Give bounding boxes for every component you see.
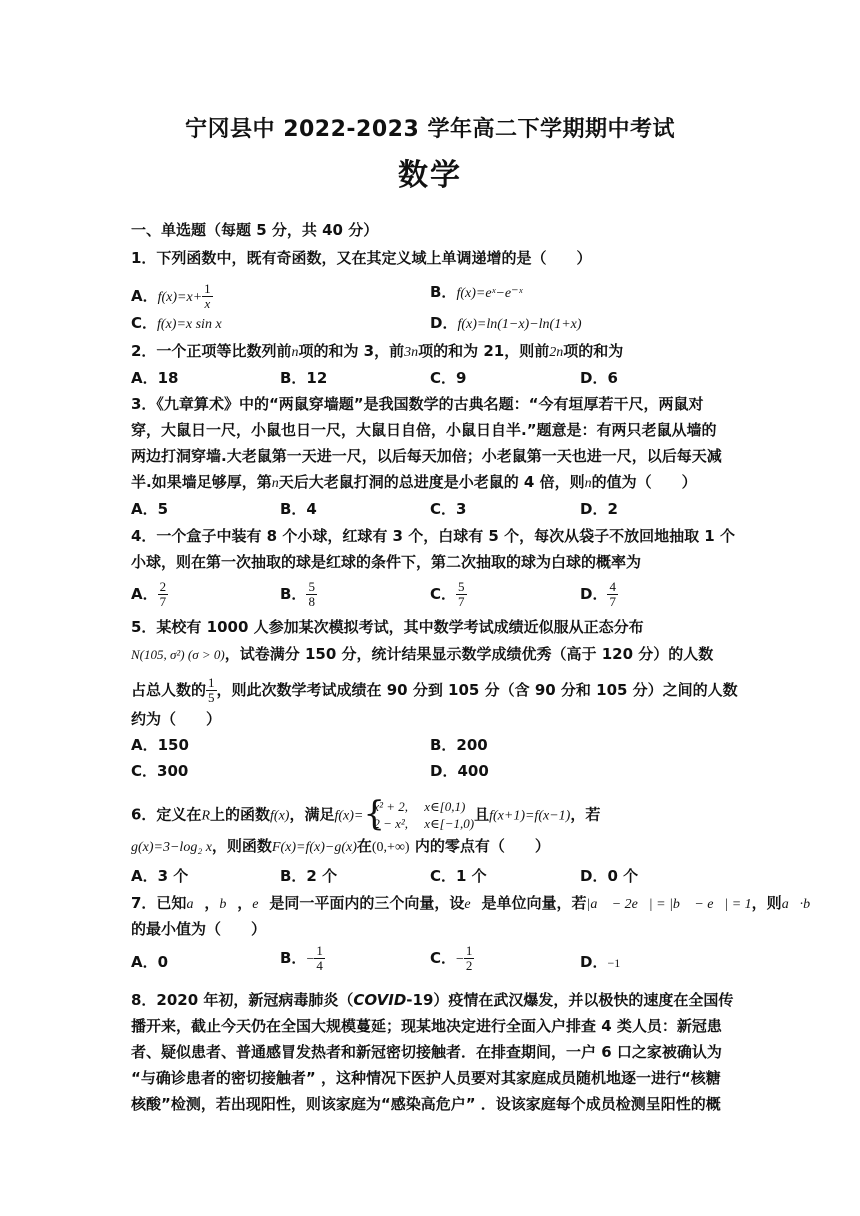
q3-line-4 xyxy=(131,472,697,494)
piecewise-case-2: 2 − x², x∈[−1,0) xyxy=(373,816,475,831)
q7-text: 是单位向量，若 xyxy=(481,894,587,912)
frac-den: 2 xyxy=(465,958,473,973)
q5-line-1: 5．某校有 1000 人参加某次模拟考试，其中数学考试成绩近似服从正态分布 xyxy=(131,618,644,636)
exam-title: 宁冈县中 2022-2023 学年高二下学期期中考试 xyxy=(185,117,675,142)
q1-option-c-expr: f(x)=x sin x xyxy=(157,317,222,332)
q1-option-a-fraction xyxy=(202,282,213,311)
q3-text: 的值为（ ） xyxy=(591,473,697,491)
q7-text: ， xyxy=(204,894,220,912)
frac-num: 5 xyxy=(458,579,465,594)
q1-option-c xyxy=(131,313,222,335)
math-Fx: F(x)=f(x)−g(x) xyxy=(271,840,357,855)
option-value: −1 xyxy=(607,956,621,970)
q5-option-b: B．200 xyxy=(430,736,488,754)
math-n: n xyxy=(271,476,279,491)
q2-stem-part: 2．一个正项等比数列前 xyxy=(131,342,292,360)
frac-den: 7 xyxy=(609,594,616,609)
q4-option-d xyxy=(580,580,618,609)
frac-num: 1 xyxy=(204,281,211,296)
option-label: B． xyxy=(280,949,307,967)
piecewise-brace-icon: { xyxy=(363,794,385,834)
covid-term: COVID xyxy=(353,991,407,1009)
vector-condition: |a⃗ − 2e⃗| = |b⃗ − e⃗| = 1 xyxy=(586,897,752,912)
q5-line-2 xyxy=(131,644,713,665)
frac-num: 2 xyxy=(159,579,167,594)
q6-text: 且 xyxy=(474,805,490,824)
q6-text: 上的函数 xyxy=(210,805,271,824)
q6-line-1 xyxy=(131,794,601,834)
q7-text: 是同一平面内的三个向量，设 xyxy=(269,894,465,912)
frac-den: 4 xyxy=(316,958,323,973)
q4-line-2: 小球，则在第一次抽取的球是红球的条件下，第二次抽取的球为白球的概率为 xyxy=(131,553,642,571)
q3-line-2: 穿，大鼠日一尺，小鼠也日一尺，大鼠日自倍，小鼠日自半.”题意是：有两只老鼠从墙的 xyxy=(131,421,717,439)
q1-option-a-label: A． xyxy=(131,287,158,305)
math-relation: f(x+1)=f(x−1) xyxy=(489,808,571,824)
q5-option-a: A．150 xyxy=(131,736,189,754)
fraction xyxy=(464,944,475,973)
q8-line-5: 核酸”检测，若出现阳性，则该家庭为“感染高危户” ．设该家庭每个成员检测呈阳性的概 xyxy=(131,1095,721,1113)
q6-option-a: A．3 个 xyxy=(131,867,189,885)
q5-option-c: C．300 xyxy=(131,762,189,780)
q6-option-c: C．1 个 xyxy=(430,867,487,885)
q1-option-d xyxy=(430,313,582,335)
frac-den: 7 xyxy=(159,594,167,609)
math-3n: 3n xyxy=(404,345,419,360)
q5-option-d: D．400 xyxy=(430,762,489,780)
q3-option-a: A．5 xyxy=(131,500,169,518)
frac-num: 1 xyxy=(316,943,323,958)
math-R: R xyxy=(201,808,210,824)
q7-option-b xyxy=(280,944,325,973)
frac-num: 1 xyxy=(208,675,215,690)
dot-product: a⃗·b⃗ xyxy=(781,897,821,912)
q6-text: 在 xyxy=(356,837,372,855)
q6-text: ，则函数 xyxy=(211,837,272,855)
frac-num: 1 xyxy=(465,943,473,958)
q5-text: ，试卷满分 150 分，统计结果显示数学成绩优秀（高于 120 分）的人数 xyxy=(224,645,714,663)
option-label: D． xyxy=(580,585,608,603)
subject-title: 数学 xyxy=(398,158,462,193)
q8-line-1 xyxy=(131,990,733,1010)
q5-line-3 xyxy=(131,676,738,705)
q2-option-d: D．6 xyxy=(580,369,618,387)
q1-option-d-label: D． xyxy=(430,314,458,332)
q6-option-b: B．2 个 xyxy=(280,867,338,885)
vector-e: e⃗ xyxy=(464,897,482,912)
option-label: D． xyxy=(580,953,608,971)
vector-e: e⃗ xyxy=(252,897,270,912)
normal-distribution-expr: N(105, σ²) (σ > 0) xyxy=(131,647,225,662)
math-n: n xyxy=(291,345,299,360)
q6-text: 6．定义在 xyxy=(131,805,202,824)
option-label: C． xyxy=(430,585,457,603)
q8-line-3: 者、疑似患者、普通感冒发热者和新冠密切接触者．在排查期间，一户 6 口之家被确认为 xyxy=(131,1043,722,1061)
q7-line-1 xyxy=(131,893,821,915)
frac-den: 5 xyxy=(208,690,215,705)
q1-option-a-expr: f(x)=x+ xyxy=(157,290,203,305)
fraction xyxy=(314,944,325,973)
q5-line-4: 约为（ ） xyxy=(131,710,222,728)
option-label: C． xyxy=(430,949,457,967)
q6-option-d: D．0 个 xyxy=(580,867,639,885)
math-fx: f(x)= xyxy=(334,808,364,824)
option-label: B． xyxy=(280,585,307,603)
q1-option-d-expr: f(x)=ln(1−x)−ln(1+x) xyxy=(457,317,582,332)
vector-a: a⃗ xyxy=(186,897,205,912)
q2-stem-part: 项的和为 3，前 xyxy=(298,342,405,360)
math-2n: 2n xyxy=(549,345,564,360)
q7-option-c xyxy=(430,944,474,973)
math-interval: (0,+∞) xyxy=(371,840,410,855)
q6-text: ，满足 xyxy=(289,805,335,824)
fraction xyxy=(158,580,169,609)
q6-text: 内的零点有（ ） xyxy=(409,837,550,855)
q4-option-b xyxy=(280,580,317,609)
q2-stem-part: 项的和为 21，则前 xyxy=(418,342,550,360)
math-fx: f(x) xyxy=(270,808,290,824)
q5-text: 占总人数的 xyxy=(131,681,207,699)
q7-text: ， xyxy=(237,894,253,912)
q3-line-3: 两边打洞穿墙.大老鼠第一天进一尺，以后每天加倍；小老鼠第一天也进一尺，以后每天减 xyxy=(131,447,722,465)
q7-option-a: A．0 xyxy=(131,953,169,971)
vector-b: b⃗ xyxy=(219,897,238,912)
q8-text: -19）疫情在武汉爆发，并以极快的速度在全国传 xyxy=(406,991,734,1009)
math-n: n xyxy=(584,476,592,491)
q1-option-a xyxy=(131,282,213,311)
piecewise-function xyxy=(363,794,475,834)
minus-sign: − xyxy=(306,952,315,967)
q1-option-b-expr: f(x)=eˣ−e⁻ˣ xyxy=(456,286,523,301)
q6-line-2 xyxy=(131,836,550,858)
fraction xyxy=(456,580,467,609)
q2-option-a: A．18 xyxy=(131,369,179,387)
section-heading: 一、单选题（每题 5 分，共 40 分） xyxy=(131,221,379,239)
q3-line-1: 3．《九章算术》中的“两鼠穿墙题”是我国数学的古典名题：“今有垣厚若干尺，两鼠对 xyxy=(131,395,704,413)
q7-option-d xyxy=(580,952,620,973)
q2-option-b: B．12 xyxy=(280,369,328,387)
q1-stem: 1．下列函数中，既有奇函数，又在其定义域上单调递增的是（ ） xyxy=(131,249,592,267)
q7-line-2: 的最小值为（ ） xyxy=(131,920,267,938)
q4-option-c xyxy=(430,580,467,609)
minus-sign: − xyxy=(456,952,464,967)
q3-option-b: B．4 xyxy=(280,500,317,518)
q3-option-c: C．3 xyxy=(430,500,467,518)
q3-text: 天后大老鼠打洞的总进度是小老鼠的 4 倍，则 xyxy=(278,473,585,491)
piecewise-case-1: x² + 2, x∈[0,1) xyxy=(373,799,466,814)
frac-num: 4 xyxy=(609,579,616,594)
q4-option-a xyxy=(131,580,168,609)
frac-den: x xyxy=(204,296,211,311)
q8-line-4: “与确诊患者的密切接触者” ，这种情况下医护人员要对其家庭成员随机地逐一进行“核糖 xyxy=(131,1069,721,1087)
frac-num: 5 xyxy=(308,579,315,594)
q3-option-d: D．2 xyxy=(580,500,618,518)
q3-text: 半.如果墙足够厚，第 xyxy=(131,473,272,491)
math-gx: g(x)=3−log₂ x xyxy=(131,840,212,855)
option-label: A． xyxy=(131,585,158,603)
q8-text: 8．2020 年初，新冠病毒肺炎（ xyxy=(131,991,354,1009)
frac-den: 8 xyxy=(308,594,315,609)
q1-option-b-label: B． xyxy=(430,283,457,301)
q1-option-c-label: C． xyxy=(131,314,158,332)
q2-stem xyxy=(131,341,623,363)
fraction xyxy=(306,580,317,609)
fraction xyxy=(206,676,217,705)
q4-line-1: 4．一个盒子中装有 8 个小球，红球有 3 个，白球有 5 个，每次从袋子不放回地抽取 1 个 xyxy=(131,527,735,545)
q7-text: 7．已知 xyxy=(131,894,187,912)
q1-option-b xyxy=(430,282,522,304)
q6-text: ，若 xyxy=(570,805,601,824)
q7-text: ，则 xyxy=(751,894,782,912)
q5-text: ，则此次数学考试成绩在 90 分到 105 分（含 90 分和 105 分）之间的人数 xyxy=(216,681,738,699)
fraction xyxy=(607,580,618,609)
frac-den: 7 xyxy=(458,594,465,609)
q8-line-2: 播开来，截止今天仍在全国大规模蔓延；现某地决定进行全面入户排查 4 类人员：新冠患 xyxy=(131,1017,722,1035)
q2-stem-part: 项的和为 xyxy=(563,342,624,360)
q2-option-c: C．9 xyxy=(430,369,467,387)
